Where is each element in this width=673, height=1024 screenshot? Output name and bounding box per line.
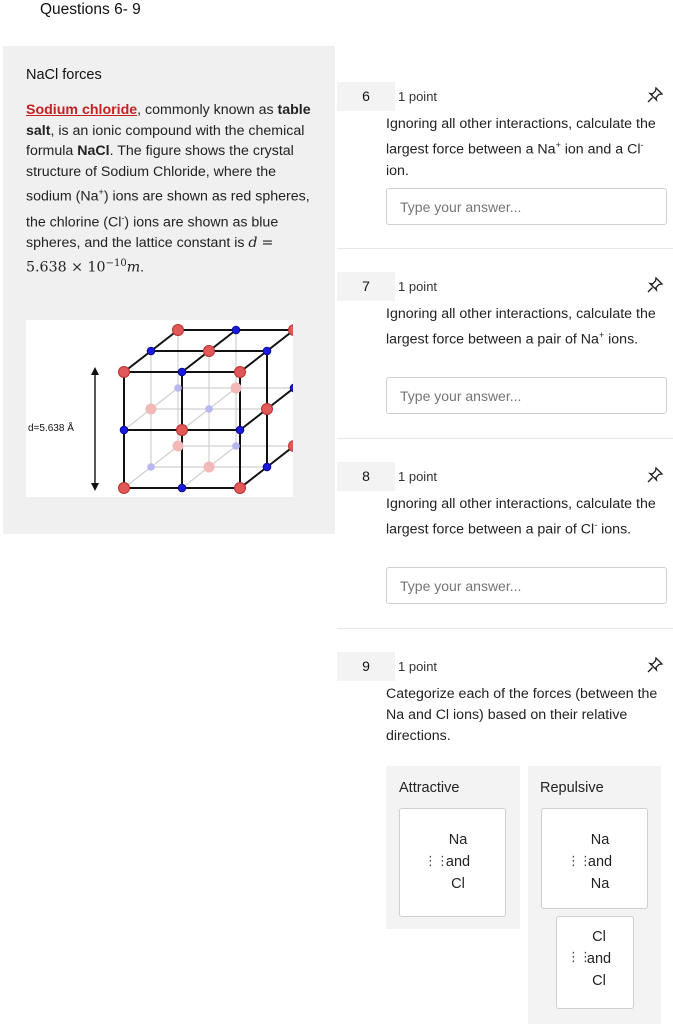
page-title: Questions 6- 9: [40, 1, 141, 18]
pin-icon[interactable]: [646, 466, 664, 484]
na-ion-sphere: [235, 367, 246, 378]
na-ion-sphere: [204, 346, 215, 357]
question-number-7: 7: [337, 272, 395, 301]
cl-ion-sphere: [178, 484, 186, 492]
cl-ion-sphere: [147, 347, 155, 355]
cl-ion-sphere: [263, 347, 271, 355]
cl-ion-sphere: [205, 405, 213, 413]
nacl-crystal-figure: [26, 320, 293, 497]
draggable-item-na-na[interactable]: ⋮⋮ Na and Na: [541, 808, 648, 909]
passage-title: NaCl forces: [26, 67, 102, 83]
dimension-label: d=5.638 Å: [28, 423, 74, 434]
na-ion-sphere: [119, 367, 130, 378]
pin-icon[interactable]: [646, 656, 664, 674]
cl-ion-sphere: [236, 426, 244, 434]
na-ion-sphere: [262, 404, 273, 415]
cl-ion-sphere: [232, 442, 240, 450]
cl-ion-sphere: [120, 426, 128, 434]
cl-ion-sphere: [174, 384, 182, 392]
question-9-points: 1 point: [398, 659, 438, 674]
question-8-text: Ignoring all other interactions, calculate the largest force between a pair of Cl- ions.: [386, 496, 656, 538]
attractive-bucket-title: Attractive: [399, 780, 460, 796]
drag-handle-icon[interactable]: ⋮⋮: [424, 853, 448, 868]
na-ion-sphere: [204, 462, 215, 473]
na-ion-sphere: [177, 425, 188, 436]
question-9-text: Categorize each of the forces (between the Na and Cl ions) based on their relative directions.: [386, 686, 658, 744]
dimension-arrow-bottom: [91, 483, 99, 491]
question-6-text: Ignoring all other interactions, calculate the largest force between a Na+ ion and a Cl- ion.: [386, 116, 656, 179]
math-d: d: [248, 235, 258, 252]
na-ion-sphere: [231, 383, 242, 394]
drag-handle-icon[interactable]: ⋮⋮: [567, 853, 591, 868]
drag-handle-icon[interactable]: ⋮⋮: [567, 949, 591, 964]
cl-ion-sphere: [232, 326, 240, 334]
question-6-answer-input[interactable]: [386, 188, 667, 225]
cl-ion-sphere: [178, 368, 186, 376]
divider: [337, 248, 673, 249]
question-number-9: 9: [337, 652, 395, 681]
repulsive-bucket-title: Repulsive: [540, 780, 604, 796]
nacl-lattice-diagram: [26, 320, 293, 497]
math-lattice-value: 5.638 × 10: [26, 259, 106, 276]
question-number-6: 6: [337, 82, 395, 111]
sodium-chloride-link[interactable]: Sodium chloride: [26, 102, 138, 118]
divider: [337, 438, 673, 439]
na-ion-sphere: [146, 404, 157, 415]
cl-ion-sphere: [147, 463, 155, 471]
divider: [337, 628, 673, 629]
question-7-points: 1 point: [398, 279, 438, 294]
cl-ion-sphere: [263, 463, 271, 471]
question-6-points: 1 point: [398, 89, 438, 104]
draggable-item-cl-cl[interactable]: ⋮⋮ Cl and Cl: [556, 916, 634, 1009]
question-7-answer-input[interactable]: [386, 377, 667, 414]
pin-icon[interactable]: [646, 276, 664, 294]
passage-text: Sodium chloride, commonly known as table salt, is an ionic compound with the chemical formula NaCl. The figure shows the crystal structure of Sodium Chloride, where the sodium (Na+) ions are shown as red spheres, the chlorine (Cl-) ions are shown as blue spheres, and the lattice constant is $d = 5.638 \times 10^{-10}m$.: [26, 102, 311, 276]
question-8-answer-input[interactable]: [386, 567, 667, 604]
na-ion-sphere: [173, 441, 184, 452]
pin-icon[interactable]: [646, 86, 664, 104]
na-ion-sphere: [119, 483, 130, 494]
na-ion-sphere: [235, 483, 246, 494]
dimension-arrow-top: [91, 367, 99, 375]
question-number-8: 8: [337, 462, 395, 491]
draggable-item-na-cl[interactable]: ⋮⋮ Na and Cl: [399, 808, 506, 917]
na-ion-sphere: [173, 325, 184, 336]
question-8-points: 1 point: [398, 469, 438, 484]
question-7-text: Ignoring all other interactions, calculate the largest force between a pair of Na+ ions.: [386, 306, 656, 348]
